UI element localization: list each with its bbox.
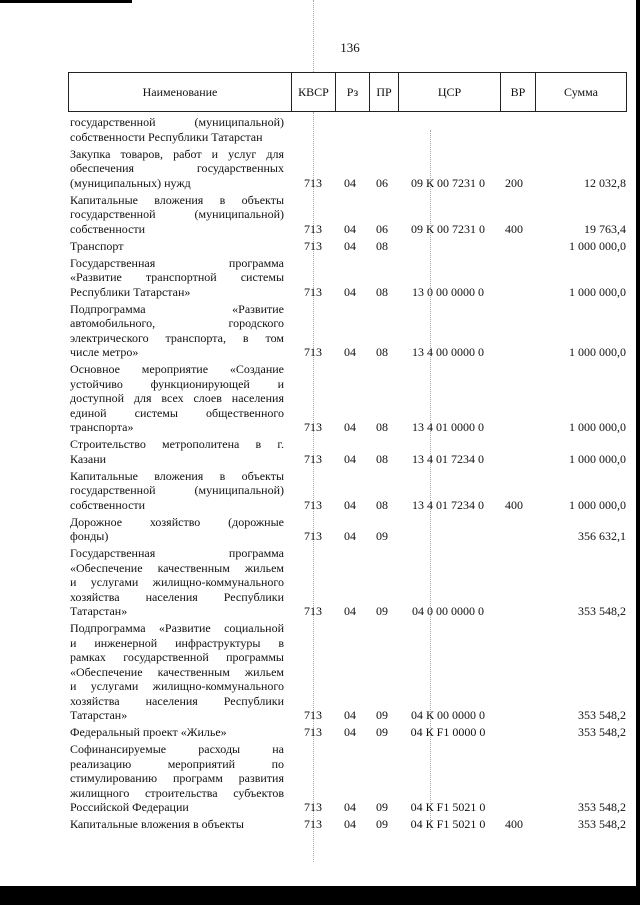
- cell-sum: 1 000 000,0: [569, 345, 626, 359]
- row-name-line: автомобильного, городского: [70, 316, 284, 330]
- row-name: [70, 515, 284, 544]
- row-name: [70, 437, 284, 466]
- row-name-line: фонды): [70, 529, 109, 543]
- cell-csr: 13 4 01 7234 0: [412, 497, 484, 512]
- row-name: [70, 239, 284, 254]
- cell-csr: 13 4 01 0000 0: [412, 420, 484, 434]
- row-name: [70, 817, 284, 832]
- row-name-line: хозяйства населения Республики: [70, 589, 284, 604]
- cell-csr: 13 4 01 7234 0: [412, 451, 484, 466]
- row-name-line: Татарстан»: [70, 604, 128, 618]
- cell-csr: 09 К 00 7231 0: [410, 175, 485, 190]
- cell-rz: 04: [344, 345, 356, 359]
- cell-sum: 1 000 000,0: [569, 238, 626, 253]
- cell-kvsr: 713: [304, 420, 322, 434]
- cell-rz: 04: [344, 451, 356, 466]
- row-name-line: Федеральный проект «Жилье»: [70, 725, 227, 739]
- row-name-line: государственной (муниципальной): [70, 483, 284, 497]
- cell-pr: 09: [376, 800, 388, 814]
- header-kvsr: КВСР: [291, 73, 335, 111]
- cell-csr: 04 К 00 0000 0: [410, 708, 485, 722]
- cell-csr: 04 К F1 5021 0: [410, 817, 486, 831]
- cell-rz: 04: [344, 238, 356, 253]
- cell-rz: 04: [344, 497, 356, 512]
- row-name-line: транспорта»: [70, 420, 134, 434]
- row-name-line: Государственная программа: [70, 546, 284, 560]
- row-name-line: собственности: [70, 221, 146, 236]
- cell-vr: 200: [505, 175, 523, 190]
- cell-pr: 09: [376, 604, 388, 618]
- header-csr: ЦСР: [398, 73, 500, 111]
- row-name-line: Капитальные вложения в объекты: [70, 468, 284, 483]
- cell-sum: 356 632,1: [578, 529, 626, 543]
- cell-rz: 04: [344, 817, 356, 831]
- cell-rz: 04: [344, 420, 356, 434]
- cell-sum: 1 000 000,0: [569, 497, 626, 512]
- row-name-line: Капитальные вложения в объекты: [70, 192, 284, 207]
- cell-csr: 09 К 00 7231 0: [410, 221, 485, 236]
- cell-rz: 04: [344, 708, 356, 722]
- cell-pr: 06: [376, 175, 388, 190]
- cell-pr: 08: [376, 284, 388, 299]
- cell-sum: 353 548,2: [578, 725, 626, 739]
- cell-csr: 04 К F1 5021 0: [410, 800, 486, 814]
- row-name-line: хозяйства населения Республики: [70, 693, 284, 708]
- cell-sum: 12 032,8: [584, 175, 626, 190]
- row-name-line: собственности Республики Татарстан: [70, 129, 263, 144]
- row-name-line: и услугами жилищно-коммунального: [70, 575, 284, 589]
- row-name-line: собственности: [70, 497, 146, 512]
- table-header: [68, 72, 627, 112]
- row-name-line: стимулированию программ развития: [70, 771, 284, 785]
- row-name-line: Республики Татарстан»: [70, 284, 191, 299]
- row-name-line: «Обеспечение качественным жильем: [70, 664, 284, 679]
- cell-kvsr: 713: [304, 708, 322, 722]
- row-name: [70, 362, 284, 435]
- row-name-line: «Развитие транспортной системы: [70, 270, 284, 284]
- cell-rz: 04: [344, 221, 356, 236]
- cell-kvsr: 713: [304, 221, 322, 236]
- row-name-line: государственной (муниципальной): [70, 115, 284, 129]
- cell-csr: 13 4 00 0000 0: [412, 345, 484, 359]
- column-guide: [313, 0, 314, 72]
- cell-rz: 04: [344, 529, 356, 543]
- header-pr: ПР: [369, 73, 398, 111]
- row-name-line: Подпрограмма «Развитие социальной: [70, 621, 284, 635]
- cell-rz: 04: [344, 284, 356, 299]
- header-vr: ВР: [500, 73, 535, 111]
- row-name: [70, 115, 284, 144]
- cell-sum: 353 548,2: [578, 800, 626, 814]
- cell-rz: 04: [344, 604, 356, 618]
- row-name-line: рамках государственной программы: [70, 650, 284, 664]
- row-name-line: реализацию мероприятий по: [70, 756, 284, 771]
- cell-kvsr: 713: [304, 175, 322, 190]
- cell-sum: 1 000 000,0: [569, 284, 626, 299]
- row-name-line: Софинансируемые расходы на: [70, 742, 284, 756]
- row-name-line: и инженерной инфраструктуры в: [70, 635, 284, 650]
- cell-vr: 400: [505, 497, 523, 512]
- cell-pr: 06: [376, 221, 388, 236]
- cell-vr: 400: [505, 817, 523, 831]
- row-name-line: (муниципальных) нужд: [70, 175, 191, 190]
- cell-csr: 13 0 00 0000 0: [412, 284, 484, 299]
- row-name-line: единой системы общественного: [70, 405, 284, 420]
- row-name-line: Российской Федерации: [70, 800, 189, 814]
- cell-pr: 08: [376, 345, 388, 359]
- cell-kvsr: 713: [304, 238, 322, 253]
- row-name: [70, 469, 284, 513]
- row-name-line: доступной для всех слоев населения: [70, 391, 284, 405]
- cell-kvsr: 713: [304, 345, 322, 359]
- header-rz: Рз: [335, 73, 369, 111]
- row-name-line: Строительство метрополитена в г.: [70, 437, 284, 451]
- row-name-line: Закупка товаров, работ и услуг для: [70, 146, 284, 161]
- row-name-line: «Обеспечение качественным жильем: [70, 560, 284, 575]
- row-name: [70, 302, 284, 360]
- row-name-line: и услугами жилищно-коммунального: [70, 679, 284, 693]
- cell-rz: 04: [344, 800, 356, 814]
- cell-sum: 353 548,2: [578, 817, 626, 831]
- row-name: [70, 256, 284, 300]
- cell-sum: 353 548,2: [578, 708, 626, 722]
- scan-edge-right: [636, 0, 640, 905]
- cell-sum: 353 548,2: [578, 604, 626, 618]
- cell-vr: 400: [505, 221, 523, 236]
- row-name-line: Государственная программа: [70, 255, 284, 270]
- scan-edge-bottom: [0, 886, 640, 905]
- page-number: 136: [340, 40, 360, 55]
- cell-kvsr: 713: [304, 604, 322, 618]
- cell-kvsr: 713: [304, 284, 322, 299]
- row-name-line: государственной (муниципальной): [70, 207, 284, 221]
- cell-kvsr: 713: [304, 800, 322, 814]
- cell-pr: 09: [376, 725, 388, 739]
- row-name: [70, 546, 284, 619]
- row-name-line: обеспечения государственных: [70, 161, 284, 175]
- cell-kvsr: 713: [304, 725, 322, 739]
- cell-kvsr: 713: [304, 497, 322, 512]
- cell-pr: 09: [376, 529, 388, 543]
- header-sum: Сумма: [535, 73, 626, 111]
- row-name-line: Дорожное хозяйство (дорожные: [70, 514, 284, 529]
- row-name-line: Капитальные вложения в объекты: [70, 817, 244, 831]
- row-name-line: Основное мероприятие «Создание: [70, 362, 284, 376]
- cell-pr: 09: [376, 817, 388, 831]
- cell-csr: 04 0 00 0000 0: [412, 604, 484, 618]
- cell-csr: 04 К F1 0000 0: [410, 725, 486, 739]
- cell-pr: 08: [376, 451, 388, 466]
- cell-sum: 1 000 000,0: [569, 420, 626, 434]
- row-name-line: Казани: [70, 451, 107, 466]
- row-name-line: Подпрограмма «Развитие: [70, 301, 284, 316]
- cell-kvsr: 713: [304, 451, 322, 466]
- cell-rz: 04: [344, 725, 356, 739]
- cell-sum: 1 000 000,0: [569, 451, 626, 466]
- header-name: Наименование: [142, 84, 218, 99]
- row-name-line: электрического транспорта, в том: [70, 330, 284, 345]
- row-name: [70, 725, 284, 740]
- row-name-line: Транспорт: [70, 238, 124, 253]
- row-name-line: числе метро»: [70, 345, 139, 359]
- row-name: [70, 147, 284, 191]
- row-name-line: устойчиво функционирующей и: [70, 376, 284, 391]
- cell-sum: 19 763,4: [584, 221, 626, 236]
- row-name: [70, 621, 284, 723]
- cell-kvsr: 713: [304, 817, 322, 831]
- cell-kvsr: 713: [304, 529, 322, 543]
- row-name-line: жилищного строительства субъектов: [70, 785, 284, 800]
- row-name: [70, 742, 284, 815]
- cell-pr: 09: [376, 708, 388, 722]
- cell-pr: 08: [376, 238, 388, 253]
- cell-pr: 08: [376, 497, 388, 512]
- row-name: [70, 193, 284, 237]
- scan-edge-top: [0, 0, 132, 3]
- cell-pr: 08: [376, 420, 388, 434]
- cell-rz: 04: [344, 175, 356, 190]
- row-name-line: Татарстан»: [70, 708, 128, 722]
